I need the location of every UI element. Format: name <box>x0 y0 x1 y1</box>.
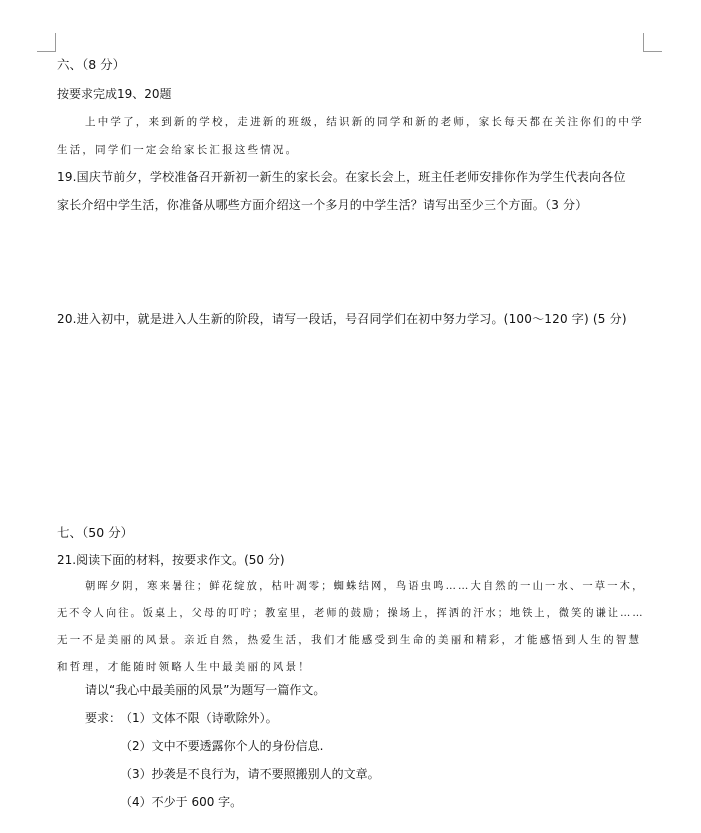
section-6-passage-line-2: 生活，同学们一定会给家长汇报这些情况。 <box>57 144 299 156</box>
requirement-3: （3）抄袭是不良行为，请不要照搬别人的文章。 <box>120 767 380 781</box>
section-7-passage-line-1: 朝晖夕阴，寒来暑往；鲜花绽放，枯叶凋零；蜘蛛结网，鸟语虫鸣……大自然的一山一水、一草一木， <box>85 580 645 592</box>
crop-mark-top-right <box>643 33 662 52</box>
requirements-label: 要求： <box>85 711 122 725</box>
section-7-passage-line-3: 无一不是美丽的风景。亲近自然，热爱生活，我们才能感受到生命的美丽和精彩，才能感悟到人生的智慧 <box>57 634 642 646</box>
section-6-instruction: 按要求完成19、20题 <box>57 87 172 101</box>
section-6-passage-line-1: 上中学了，来到新的学校，走进新的班级，结识新的同学和新的老师，家长每天都在关注你们的中学 <box>85 116 644 128</box>
section-7-passage-line-4: 和哲理，才能随时领略人生中最美丽的风景！ <box>57 661 311 673</box>
question-19-line-1: 19.国庆节前夕，学校准备召开新初一新生的家长会。在家长会上，班主任老师安排你作为学生代表向各位 <box>57 170 626 184</box>
requirement-1: （1）文体不限（诗歌除外）。 <box>120 711 278 725</box>
question-21: 21.阅读下面的材料，按要求作文。(50 分) <box>57 553 285 567</box>
section-7-heading: 七、（50 分） <box>57 525 134 540</box>
essay-prompt: 请以“我心中最美丽的风景”为题写一篇作文。 <box>85 683 326 697</box>
crop-mark-top-left <box>37 33 56 52</box>
question-20: 20.进入初中，就是进入人生新的阶段，请写一段话，号召同学们在初中努力学习。(100～120 字) (5 分) <box>57 312 627 326</box>
section-6-heading: 六、（8 分） <box>57 57 126 72</box>
question-19-line-2: 家长介绍中学生活，你准备从哪些方面介绍这一个多月的中学生活？请写出至少三个方面。（3 分） <box>57 198 588 212</box>
requirement-2: （2）文中不要透露你个人的身份信息. <box>120 739 324 753</box>
section-7-passage-line-2: 无不令人向往。饭桌上，父母的叮咛；教室里，老师的鼓励；操场上，挥洒的汗水；地铁上，微笑的谦让…… <box>57 607 645 619</box>
requirement-4: （4）不少于 600 字。 <box>120 795 243 809</box>
